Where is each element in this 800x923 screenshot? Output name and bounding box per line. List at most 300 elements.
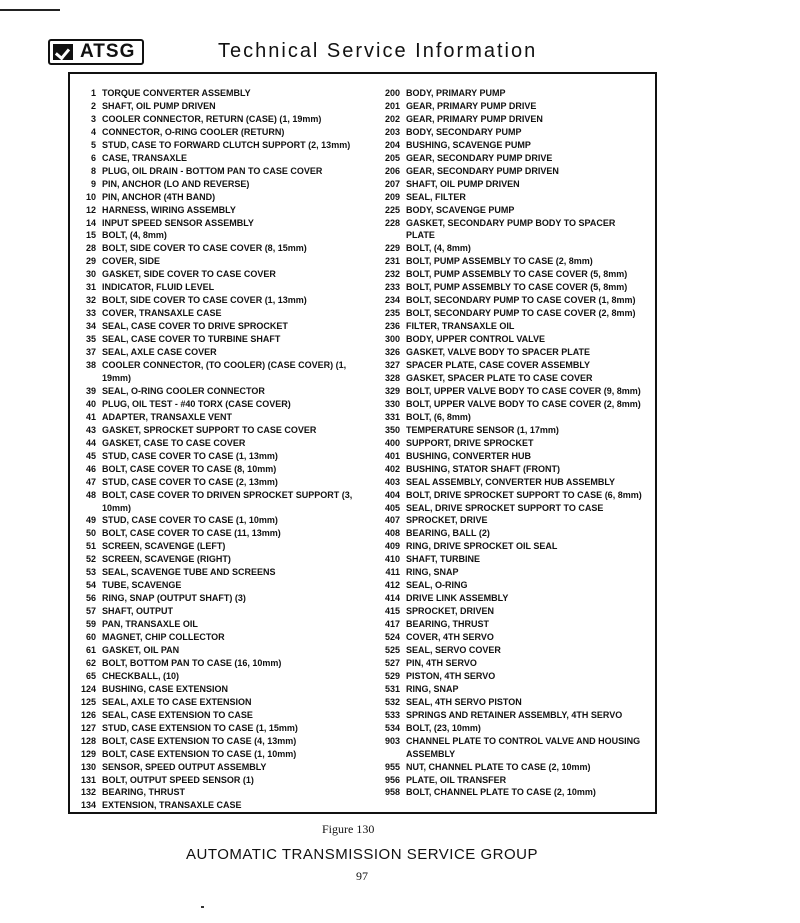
item-description: SEAL, FILTER — [406, 191, 466, 202]
list-item — [380, 463, 642, 476]
list-item — [380, 255, 642, 268]
list-item — [74, 437, 354, 450]
item-description: SEAL, AXLE TO CASE EXTENSION — [102, 696, 252, 707]
item-description: TEMPERATURE SENSOR (1, 17mm) — [406, 424, 559, 435]
item-number: 8 — [90, 165, 96, 176]
list-item — [74, 113, 354, 126]
scan-speck — [201, 906, 204, 908]
list-item — [380, 683, 642, 696]
item-number: 15 — [85, 230, 96, 241]
item-description: FILTER, TRANSAXLE OIL — [406, 321, 515, 332]
list-item — [380, 242, 642, 255]
list-item — [74, 696, 354, 709]
item-number: 9 — [90, 178, 96, 189]
item-description: PAN, TRANSAXLE OIL — [102, 619, 198, 630]
item-number: 5 — [90, 139, 96, 150]
item-description: PISTON, 4TH SERVO — [406, 670, 496, 681]
item-number: 3 — [90, 113, 96, 124]
item-description: COOLER CONNECTOR, (TO COOLER) (CASE COVER) (1, 19mm) — [102, 360, 347, 383]
item-number: 225 — [384, 204, 400, 215]
list-item — [74, 618, 354, 631]
list-item — [380, 579, 642, 592]
item-number: 29 — [85, 256, 96, 267]
item-number: 401 — [384, 450, 400, 461]
item-number: 2 — [90, 100, 96, 111]
item-number: 46 — [85, 463, 96, 474]
item-description: BUSHING, CASE EXTENSION — [102, 683, 229, 694]
list-item — [74, 359, 354, 385]
list-item — [74, 242, 354, 255]
item-description: SPACER PLATE, CASE COVER ASSEMBLY — [406, 360, 591, 371]
item-description: BOLT, UPPER VALVE BODY TO CASE COVER (9, 8mm) — [406, 385, 641, 396]
item-number: 57 — [85, 606, 96, 617]
item-number: 234 — [384, 295, 400, 306]
item-number: 417 — [384, 619, 400, 630]
item-description: GASKET, SECONDARY PUMP BODY TO SPACER PLATE — [406, 217, 616, 241]
list-item — [380, 450, 642, 463]
item-number: 134 — [80, 800, 96, 811]
item-number: 231 — [384, 256, 400, 267]
item-description: SEAL, CASE COVER TO TURBINE SHAFT — [102, 334, 281, 345]
item-description: ADAPTER, TRANSAXLE VENT — [102, 411, 233, 422]
item-number: 331 — [384, 411, 400, 422]
logo-text: ATSG — [80, 41, 136, 62]
item-number: 44 — [85, 437, 96, 448]
list-item — [380, 178, 642, 191]
list-item — [74, 670, 354, 683]
item-description: BOLT, CASE COVER TO CASE (8, 10mm) — [102, 463, 277, 474]
list-item — [380, 204, 642, 217]
list-item — [380, 398, 642, 411]
list-item — [74, 268, 354, 281]
page-number: 97 — [356, 869, 368, 883]
parts-list-left — [74, 87, 354, 812]
item-number: 531 — [384, 683, 400, 694]
item-number: 203 — [384, 126, 400, 137]
list-item — [74, 229, 354, 242]
item-description: SEAL, CASE EXTENSION TO CASE — [102, 709, 253, 720]
item-description: BOLT, CASE EXTENSION TO CASE (4, 13mm) — [102, 735, 297, 746]
list-item — [380, 152, 642, 165]
list-item — [74, 540, 354, 553]
list-item — [74, 709, 354, 722]
item-description: SEAL, SERVO COVER — [406, 644, 501, 655]
item-description: PLUG, OIL TEST - #40 TORX (CASE COVER) — [102, 398, 291, 409]
item-number: 48 — [85, 489, 96, 500]
list-item — [380, 126, 642, 139]
list-item — [74, 385, 354, 398]
list-item — [380, 437, 642, 450]
list-item — [74, 722, 354, 735]
list-item — [74, 605, 354, 618]
item-number: 56 — [85, 593, 96, 604]
item-description: INPUT SPEED SENSOR ASSEMBLY — [102, 217, 254, 228]
item-number: 233 — [384, 282, 400, 293]
list-item — [380, 774, 642, 787]
item-description: PLATE, OIL TRANSFER — [406, 774, 507, 785]
item-number: 62 — [85, 657, 96, 668]
item-description: CHANNEL PLATE TO CONTROL VALVE AND HOUSING ASSEMBLY — [406, 735, 641, 759]
item-number: 200 — [384, 88, 400, 98]
item-number: 201 — [384, 100, 400, 111]
list-item — [74, 204, 354, 217]
header-title: Technical Service Information — [218, 40, 538, 62]
item-description: DRIVE LINK ASSEMBLY — [406, 593, 509, 604]
list-item — [74, 514, 354, 527]
item-number: 32 — [85, 295, 96, 306]
list-item — [380, 618, 642, 631]
list-item — [380, 333, 642, 346]
item-description: BOLT, PUMP ASSEMBLY TO CASE COVER (5, 8mm) — [406, 282, 628, 293]
item-number: 39 — [85, 385, 96, 396]
list-item — [380, 320, 642, 333]
item-description: SEAL, O-RING COOLER CONNECTOR — [102, 385, 265, 396]
item-description: SEAL, CASE COVER TO DRIVE SPROCKET — [102, 321, 288, 332]
footer-title-row — [0, 846, 800, 863]
item-description: TORQUE CONVERTER ASSEMBLY — [102, 88, 251, 98]
list-item — [74, 87, 354, 100]
item-description: BOLT, SIDE COVER TO CASE COVER (1, 13mm) — [102, 295, 307, 306]
item-number: 403 — [384, 476, 400, 487]
item-description: GASKET, SPACER PLATE TO CASE COVER — [406, 372, 593, 383]
item-number: 209 — [384, 191, 400, 202]
item-description: CHECKBALL, (10) — [102, 670, 180, 681]
list-item — [74, 411, 354, 424]
item-number: 31 — [85, 282, 96, 293]
item-number: 54 — [85, 580, 96, 591]
list-item — [74, 644, 354, 657]
item-description: HARNESS, WIRING ASSEMBLY — [102, 204, 236, 215]
item-number: 958 — [384, 787, 400, 798]
list-item — [74, 579, 354, 592]
item-number: 37 — [85, 347, 96, 358]
item-description: GEAR, SECONDARY PUMP DRIVE — [406, 152, 553, 163]
item-number: 412 — [384, 580, 400, 591]
list-item — [380, 592, 642, 605]
list-item — [74, 100, 354, 113]
item-number: 43 — [85, 424, 96, 435]
item-description: BEARING, THRUST — [102, 787, 185, 798]
item-description: STUD, CASE EXTENSION TO CASE (1, 15mm) — [102, 722, 298, 733]
item-description: SHAFT, TURBINE — [406, 554, 480, 565]
item-description: STUD, CASE TO FORWARD CLUTCH SUPPORT (2, 13mm) — [102, 139, 351, 150]
item-description: GASKET, SIDE COVER TO CASE COVER — [102, 269, 276, 280]
item-description: NUT, CHANNEL PLATE TO CASE (2, 10mm) — [406, 761, 591, 772]
item-description: BUSHING, CONVERTER HUB — [406, 450, 532, 461]
item-number: 207 — [384, 178, 400, 189]
list-item — [74, 320, 354, 333]
list-item — [74, 592, 354, 605]
item-number: 903 — [384, 735, 400, 746]
item-description: GEAR, PRIMARY PUMP DRIVE — [406, 100, 537, 111]
list-item — [74, 398, 354, 411]
item-description: SPROCKET, DRIVE — [406, 515, 488, 526]
item-description: BUSHING, SCAVENGE PUMP — [406, 139, 531, 150]
item-description: BOLT, CASE EXTENSION TO CASE (1, 10mm) — [102, 748, 297, 759]
item-number: 59 — [85, 619, 96, 630]
list-item — [380, 217, 642, 243]
item-number: 529 — [384, 670, 400, 681]
list-item — [74, 139, 354, 152]
list-item — [380, 527, 642, 540]
list-item — [380, 735, 642, 761]
list-item — [74, 450, 354, 463]
item-number: 33 — [85, 308, 96, 319]
item-description: BOLT, OUTPUT SPEED SENSOR (1) — [102, 774, 254, 785]
list-item — [380, 294, 642, 307]
item-number: 524 — [384, 632, 400, 643]
item-description: GASKET, CASE TO CASE COVER — [102, 437, 246, 448]
item-description: BOLT, (4, 8mm) — [102, 230, 167, 241]
list-item — [74, 294, 354, 307]
item-description: BOLT, (6, 8mm) — [406, 411, 471, 422]
list-item — [74, 657, 354, 670]
item-number: 132 — [80, 787, 96, 798]
list-item — [380, 670, 642, 683]
list-item — [380, 644, 642, 657]
item-number: 326 — [384, 347, 400, 358]
footer-title: AUTOMATIC TRANSMISSION SERVICE GROUP — [186, 846, 538, 863]
list-item — [380, 489, 642, 502]
item-description: MAGNET, CHIP COLLECTOR — [102, 632, 225, 643]
item-number: 38 — [85, 360, 96, 371]
item-number: 127 — [80, 722, 96, 733]
list-item — [380, 165, 642, 178]
item-number: 204 — [384, 139, 400, 150]
item-number: 125 — [80, 696, 96, 707]
list-item — [74, 761, 354, 774]
item-description: BOLT, SECONDARY PUMP TO CASE COVER (2, 8mm) — [406, 308, 636, 319]
item-description: SPRINGS AND RETAINER ASSEMBLY, 4TH SERVO — [406, 709, 623, 720]
item-description: BOLT, SIDE COVER TO CASE COVER (8, 15mm) — [102, 243, 307, 254]
item-number: 534 — [384, 722, 400, 733]
item-description: BODY, UPPER CONTROL VALVE — [406, 334, 546, 345]
item-description: BOLT, PUMP ASSEMBLY TO CASE (2, 8mm) — [406, 256, 593, 267]
item-description: GASKET, SPROCKET SUPPORT TO CASE COVER — [102, 424, 317, 435]
list-item — [380, 722, 642, 735]
item-description: SCREEN, SCAVENGE (RIGHT) — [102, 554, 231, 565]
item-number: 350 — [384, 424, 400, 435]
item-number: 533 — [384, 709, 400, 720]
list-item — [380, 786, 642, 799]
item-description: BOLT, (23, 10mm) — [406, 722, 481, 733]
item-number: 4 — [90, 126, 96, 137]
item-number: 229 — [384, 243, 400, 254]
list-item — [74, 165, 354, 178]
item-number: 232 — [384, 269, 400, 280]
item-number: 956 — [384, 774, 400, 785]
item-description: TUBE, SCAVENGE — [102, 580, 182, 591]
list-item — [380, 631, 642, 644]
item-description: RING, SNAP — [406, 567, 459, 578]
list-item — [380, 514, 642, 527]
item-description: BUSHING, STATOR SHAFT (FRONT) — [406, 463, 560, 474]
list-item — [74, 489, 354, 515]
item-number: 405 — [384, 502, 400, 513]
item-number: 47 — [85, 476, 96, 487]
list-item — [74, 786, 354, 799]
list-item — [74, 476, 354, 489]
item-number: 408 — [384, 528, 400, 539]
atsg-logo — [48, 39, 144, 65]
item-description: COOLER CONNECTOR, RETURN (CASE) (1, 19mm) — [102, 113, 322, 124]
item-description: BEARING, THRUST — [406, 619, 489, 630]
item-description: BOLT, CHANNEL PLATE TO CASE (2, 10mm) — [406, 787, 596, 798]
list-item — [74, 217, 354, 230]
list-item — [380, 696, 642, 709]
item-description: COVER, TRANSAXLE CASE — [102, 308, 222, 319]
item-description: SEAL, 4TH SERVO PISTON — [406, 696, 522, 707]
item-number: 50 — [85, 528, 96, 539]
item-number: 12 — [85, 204, 96, 215]
item-number: 40 — [85, 398, 96, 409]
list-item — [74, 255, 354, 268]
list-item — [380, 346, 642, 359]
list-item — [74, 191, 354, 204]
list-item — [74, 631, 354, 644]
item-number: 955 — [384, 761, 400, 772]
item-description: GASKET, VALVE BODY TO SPACER PLATE — [406, 347, 591, 358]
list-item — [74, 126, 354, 139]
item-description: BOLT, BOTTOM PAN TO CASE (16, 10mm) — [102, 657, 282, 668]
list-item — [74, 346, 354, 359]
list-item — [380, 372, 642, 385]
item-number: 532 — [384, 696, 400, 707]
list-item — [74, 735, 354, 748]
list-item — [380, 87, 642, 100]
item-description: BOLT, CASE COVER TO DRIVEN SPROCKET SUPPORT (3, 10mm) — [102, 489, 353, 513]
item-number: 128 — [80, 735, 96, 746]
item-description: PIN, ANCHOR (LO AND REVERSE) — [102, 178, 250, 189]
list-item — [380, 139, 642, 152]
item-number: 61 — [85, 644, 96, 655]
item-number: 300 — [384, 334, 400, 345]
item-number: 65 — [85, 670, 96, 681]
item-description: BOLT, DRIVE SPROCKET SUPPORT TO CASE (6, 8mm) — [406, 489, 642, 500]
item-number: 228 — [384, 217, 400, 228]
item-number: 205 — [384, 152, 400, 163]
list-item — [380, 268, 642, 281]
list-item — [74, 799, 354, 812]
list-item — [380, 709, 642, 722]
list-item — [74, 463, 354, 476]
item-description: SHAFT, OUTPUT — [102, 606, 173, 617]
list-item — [380, 307, 642, 320]
item-description: BOLT, SECONDARY PUMP TO CASE COVER (1, 8mm) — [406, 295, 636, 306]
item-number: 329 — [384, 385, 400, 396]
list-item — [380, 385, 642, 398]
item-description: SHAFT, OIL PUMP DRIVEN — [406, 178, 520, 189]
item-number: 206 — [384, 165, 400, 176]
list-item — [380, 100, 642, 113]
list-item — [74, 566, 354, 579]
item-description: BOLT, (4, 8mm) — [406, 243, 471, 254]
item-number: 1 — [90, 88, 96, 98]
item-description: STUD, CASE COVER TO CASE (2, 13mm) — [102, 476, 278, 487]
item-number: 131 — [80, 774, 96, 785]
item-number: 45 — [85, 450, 96, 461]
list-item — [74, 527, 354, 540]
item-description: SHAFT, OIL PUMP DRIVEN — [102, 100, 216, 111]
item-number: 402 — [384, 463, 400, 474]
parts-list-right — [380, 87, 642, 799]
item-description: BODY, PRIMARY PUMP — [406, 88, 506, 98]
item-description: STUD, CASE COVER TO CASE (1, 10mm) — [102, 515, 278, 526]
list-item — [380, 502, 642, 515]
item-description: SENSOR, SPEED OUTPUT ASSEMBLY — [102, 761, 267, 772]
item-number: 28 — [85, 243, 96, 254]
list-item — [74, 424, 354, 437]
list-item — [74, 774, 354, 787]
item-number: 124 — [80, 683, 96, 694]
item-description: SPROCKET, DRIVEN — [406, 606, 495, 617]
item-number: 409 — [384, 541, 400, 552]
item-number: 327 — [384, 360, 400, 371]
item-number: 236 — [384, 321, 400, 332]
item-number: 415 — [384, 606, 400, 617]
list-item — [74, 333, 354, 346]
item-description: BODY, SCAVENGE PUMP — [406, 204, 515, 215]
list-item — [380, 761, 642, 774]
list-item — [74, 152, 354, 165]
item-number: 235 — [384, 308, 400, 319]
item-number: 41 — [85, 411, 96, 422]
item-description: BEARING, BALL (2) — [406, 528, 490, 539]
item-number: 126 — [80, 709, 96, 720]
item-number: 6 — [90, 152, 96, 163]
list-item — [380, 191, 642, 204]
list-item — [380, 476, 642, 489]
item-description: INDICATOR, FLUID LEVEL — [102, 282, 215, 293]
list-item — [74, 307, 354, 320]
item-description: SEAL, AXLE CASE COVER — [102, 347, 217, 358]
list-item — [380, 424, 642, 437]
item-number: 527 — [384, 657, 400, 668]
item-description: BOLT, PUMP ASSEMBLY TO CASE COVER (5, 8mm) — [406, 269, 628, 280]
item-number: 400 — [384, 437, 400, 448]
list-item — [380, 411, 642, 424]
item-description: GASKET, OIL PAN — [102, 644, 180, 655]
item-description: SCREEN, SCAVENGE (LEFT) — [102, 541, 226, 552]
list-item — [380, 540, 642, 553]
item-number: 51 — [85, 541, 96, 552]
list-item — [74, 683, 354, 696]
item-number: 14 — [85, 217, 96, 228]
item-number: 328 — [384, 372, 400, 383]
item-description: BOLT, CASE COVER TO CASE (11, 13mm) — [102, 528, 281, 539]
item-description: PLUG, OIL DRAIN - BOTTOM PAN TO CASE COVER — [102, 165, 323, 176]
list-item — [380, 113, 642, 126]
item-number: 10 — [85, 191, 96, 202]
item-number: 35 — [85, 334, 96, 345]
list-item — [380, 359, 642, 372]
item-description: SEAL, DRIVE SPROCKET SUPPORT TO CASE — [406, 502, 604, 513]
top-rule — [0, 9, 60, 11]
item-description: GEAR, PRIMARY PUMP DRIVEN — [406, 113, 543, 124]
item-number: 411 — [385, 567, 400, 578]
item-number: 49 — [85, 515, 96, 526]
item-number: 414 — [384, 593, 400, 604]
list-item — [380, 553, 642, 566]
item-description: RING, SNAP — [406, 683, 459, 694]
item-description: SUPPORT, DRIVE SPROCKET — [406, 437, 534, 448]
item-number: 404 — [384, 489, 400, 500]
list-item — [380, 657, 642, 670]
item-description: PIN, ANCHOR (4TH BAND) — [102, 191, 216, 202]
list-item — [74, 553, 354, 566]
checkmark-icon — [53, 44, 73, 60]
item-number: 130 — [80, 761, 96, 772]
